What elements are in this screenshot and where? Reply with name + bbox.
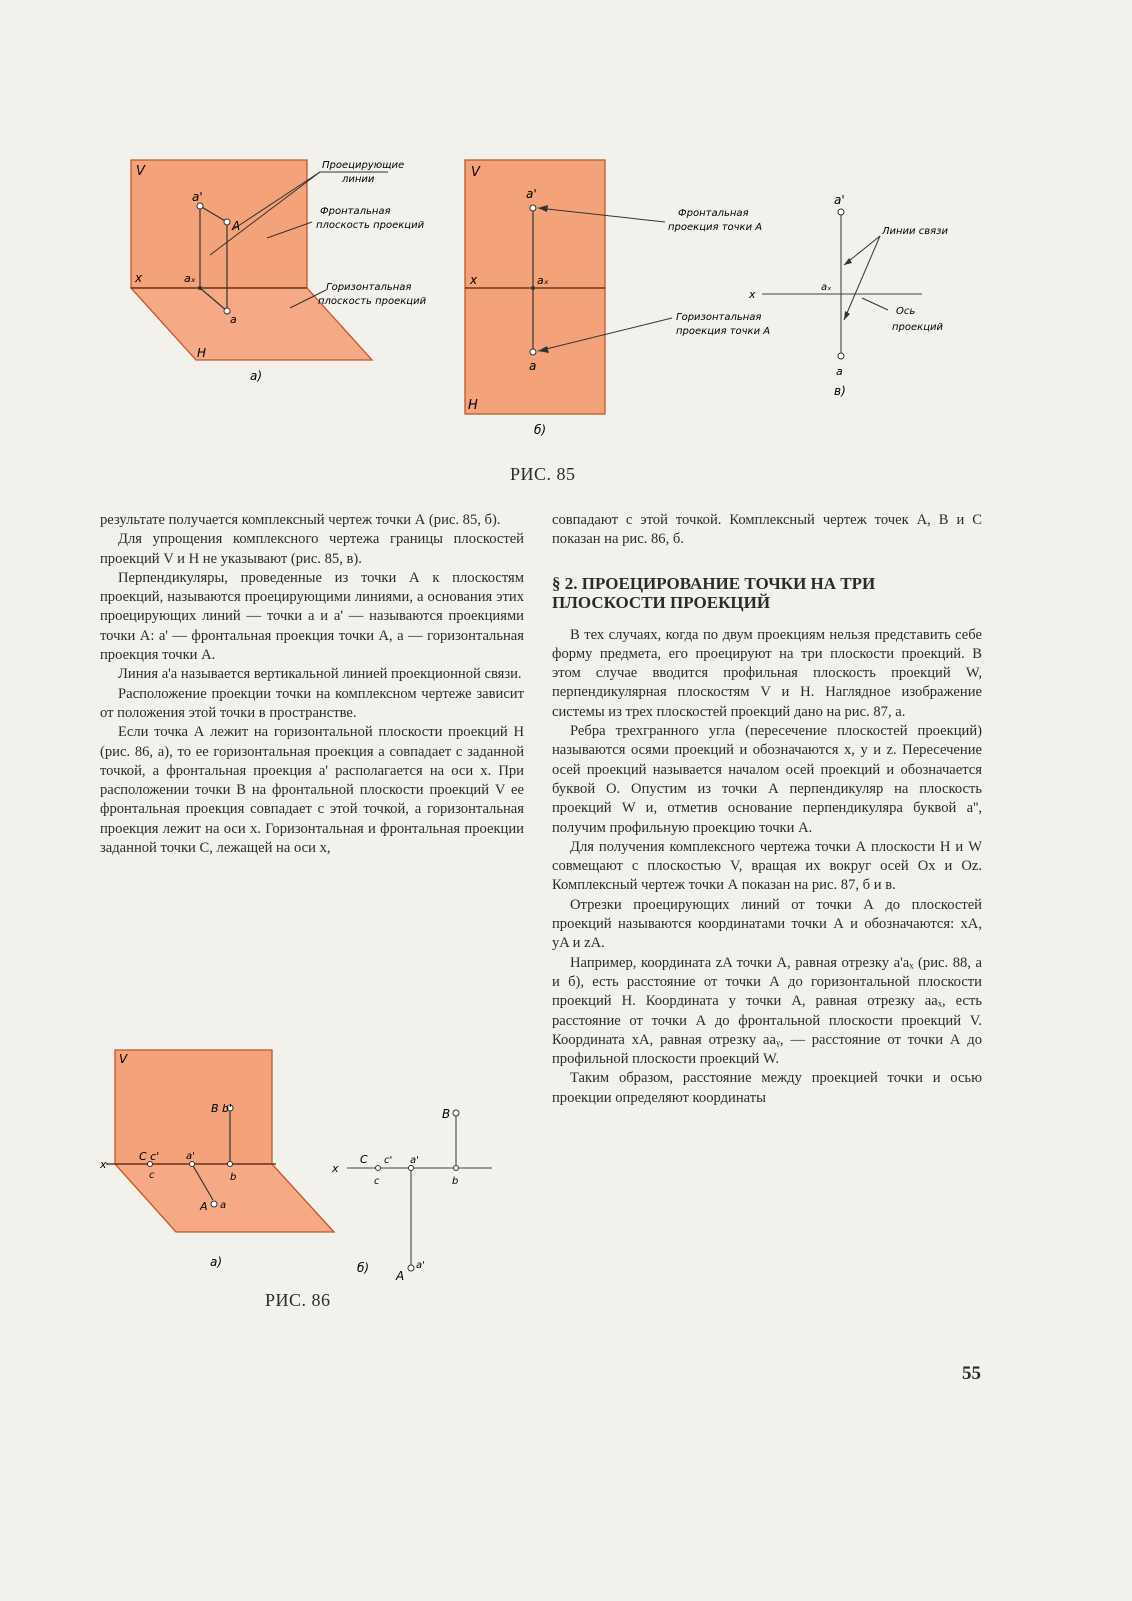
fig85b-x-label: x: [470, 273, 478, 287]
fig85a-frontal-2: плоскость проекций: [316, 220, 425, 231]
fig86a-aprime-label: a': [186, 1151, 195, 1162]
fig85b-horizontal-2: проекция точки А: [676, 326, 771, 337]
right-column: [552, 511, 982, 1108]
fig85a-x-label: x: [135, 271, 143, 285]
fig85c-a-label: a: [836, 365, 843, 378]
fig85c-axis-1: Ось: [896, 306, 916, 317]
fig85a-projlines-1: Проецирующие: [322, 160, 405, 171]
right-paragraph-6: Таким образом, расстояние между проекцией точки и осью проекции определяют координаты: [552, 1070, 982, 1106]
fig85a-ax-label: aₓ: [184, 272, 196, 285]
right-paragraph-3: Для получения комплексного чертежа точки А плоскости H и W совмещают с плоскостью V, вращая их вокруг осей Ox и Oz. Комплексный чертеж точки А показан на рис. 87, б и в.: [552, 838, 982, 894]
fig86b-B-label: B: [442, 1107, 451, 1121]
fig85a-horizontal-1: Горизонтальная: [326, 282, 412, 293]
fig86-caption: РИС. 86: [265, 1290, 331, 1310]
fig86a-C-label: C c': [139, 1150, 160, 1163]
fig86a-x-label: x: [100, 1158, 107, 1171]
fig85c-axis-2: проекций: [892, 322, 944, 333]
fig85a-V-label: V: [136, 164, 145, 179]
fig85b-a-label: a: [529, 359, 537, 373]
right-paragraph-4: Отрезки проецирующих линий от точки А до плоскостей проекций называются координатами точки А и обозначаются: xA, yA и zA.: [552, 896, 982, 952]
fig86a-A-label: A: [200, 1200, 208, 1213]
left-column: [100, 511, 524, 858]
fig85a-aprime-label: a': [192, 190, 203, 204]
fig86a-Bb-label: B b': [211, 1102, 233, 1115]
fig86a-sublabel: а): [210, 1255, 223, 1269]
right-paragraph-1: В тех случаях, когда по двум проекциям нельзя представить себе форму предмета, его проецируют на три плоскости проекций. В этом случае вводится профильная плоскость проекций W, перпендикулярная плоскостям V и H. Наглядное изображение системы из трех плоскостей проекций дано на рис. 87, а.: [552, 626, 982, 720]
fig85a-frontal-1: Фронтальная: [320, 206, 391, 217]
fig85b-sublabel: б): [534, 423, 547, 437]
fig85a-horizontal-2: плоскость проекций: [318, 296, 427, 307]
fig85-caption: РИС. 85: [510, 464, 576, 484]
fig85a-sublabel: а): [250, 369, 263, 383]
fig86b-b-label: b: [452, 1176, 459, 1187]
page-number: 55: [962, 1363, 981, 1384]
fig86a-V-label: V: [119, 1052, 128, 1066]
fig86a-c-label: c: [149, 1170, 155, 1181]
fig85b-drawing: [465, 160, 672, 414]
left-paragraph-4: Линия a'a называется вертикальной линией проекционной связи.: [118, 666, 522, 683]
fig86b-cprime-label: c': [384, 1155, 393, 1166]
fig86b-A-label: A: [396, 1269, 405, 1283]
fig85a-H-label: H: [197, 346, 207, 360]
fig85c-aprime-label: a': [834, 193, 845, 207]
fig85a-drawing: [131, 160, 388, 360]
fig85b-ax-label: aₓ: [537, 274, 549, 287]
fig85b-H-label: H: [468, 398, 478, 413]
fig85c-sublabel: в): [834, 384, 846, 398]
fig85c-link-lines: Линии связи: [882, 226, 948, 237]
fig85b-aprime-label: a': [526, 187, 537, 201]
fig85c-x-label: x: [749, 288, 756, 301]
fig86b-C-label: C: [360, 1153, 368, 1166]
fig85a-A-label: A: [232, 219, 241, 233]
left-paragraph-6: Если точка А лежит на горизонтальной плоскости проекций H (рис. 86, а), то ее горизонтальная проекция a совпадает с заданной точкой, а фронтальная проекция a' располагается на оси x. При расположении точки В на фронтальной плоскости проекций V ее фронтальная проекция совпадает с этой точкой, а горизонтальная проекция лежит на оси x. Горизонтальная и фронтальная проекции заданной точки С, лежащей на оси x,: [100, 724, 524, 857]
fig85b-V-label: V: [471, 165, 480, 180]
left-paragraph-1: результате получается комплексный чертеж точки А (рис. 85, б).: [100, 512, 501, 528]
left-paragraph-5: Расположение проекции точки на комплексном чертеже зависит от положения этой точки в пространстве.: [100, 685, 524, 721]
fig86a-a-label: a: [220, 1200, 227, 1211]
fig85a-projlines-2: линии: [342, 174, 375, 185]
fig86b-aprime2-label: a': [416, 1260, 425, 1271]
right-paragraph-2: Ребра трехгранного угла (пересечение плоскостей проекций) называются осями проекций и обозначаются x, y и z. Пересечение осей проекций называется началом осей проекций и обозначается буквой O. Опустим из точки А перпендикуляр на плоскость проекций W и, отметив основание перпендикуляра буквой a'', получим профильную проекцию точки А.: [552, 723, 982, 836]
fig85a-a-label: a: [230, 313, 237, 326]
right-intro: совпадают с этой точкой. Комплексный чертеж точек А, В и С показан на рис. 86, б.: [552, 512, 982, 548]
fig86a-b-label: b: [230, 1172, 237, 1183]
fig86b-drawing: [347, 1110, 492, 1271]
fig85b-horizontal-1: Горизонтальная: [676, 312, 762, 323]
fig85b-frontal-1: Фронтальная: [678, 208, 749, 219]
fig85b-frontal-2: проекция точки А: [668, 222, 763, 233]
fig86b-sublabel: б): [357, 1261, 370, 1275]
fig86b-c-label: c: [374, 1176, 380, 1187]
fig86b-x-label: x: [332, 1162, 339, 1175]
fig85c-ax-label: aₓ: [821, 282, 832, 293]
fig86b-aprime-label: a': [410, 1155, 419, 1166]
section-heading: § 2. ПРОЕЦИРОВАНИЕ ТОЧКИ НА ТРИ ПЛОСКОСТИ ПРОЕКЦИЙ: [552, 573, 876, 612]
left-paragraph-3: Перпендикуляры, проведенные из точки А к плоскостям проекций, называются проецирующими линиями, а основания этих проецирующих линий — точки a и a' — называются проекциями точки А: a' — фронтальная проекция точки А, a — горизонтальная проекция точки А.: [100, 569, 524, 664]
right-paragraph-5: Например, координата zA точки А, равная отрезку a'aₓ (рис. 88, а и б), есть расстояние от точки А до горизонтальной плоскости проекций H. Координата y точки А, равная отрезку aaₓ, есть расстояние от точки А до фронтальной плоскости проекций V. Координата xA, равная отрезку aaᵧ, — расстояние от точки А до профильной плоскости проекций W.: [552, 954, 982, 1068]
left-paragraph-2: Для упрощения комплексного чертежа границы плоскостей проекций V и H не указывают (рис. 85, в).: [100, 531, 524, 567]
